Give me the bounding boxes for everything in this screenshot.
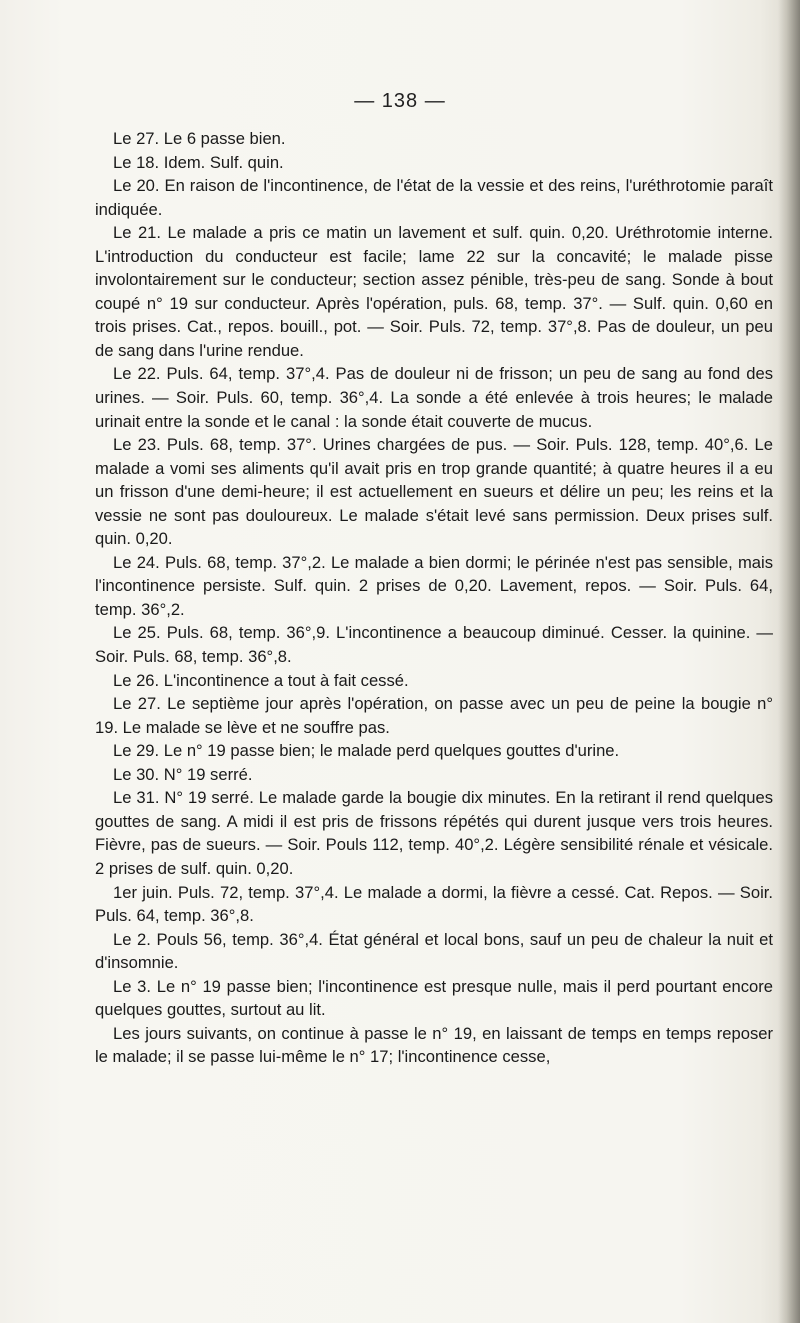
body-text bbox=[95, 127, 773, 1069]
paragraph: Le 30. N° 19 serré. bbox=[113, 764, 253, 784]
paragraph: Le 26. L'incontinence a tout à fait cessé. bbox=[113, 670, 409, 690]
paragraph: Le 3. Le n° 19 passe bien; l'incontinence est presque nulle, mais il perd pourtant encore quelques gouttes, surtout au lit. bbox=[95, 976, 773, 1020]
page-edge-shadow bbox=[778, 0, 800, 1323]
paragraph: 1er juin. Puls. 72, temp. 37°,4. Le malade a dormi, la fièvre a cessé. Cat. Repos. — Soir. Puls. 64, temp. 36°,8. bbox=[95, 882, 773, 926]
paragraph: Le 21. Le malade a pris ce matin un lavement et sulf. quin. 0,20. Uréthrotomie interne. L'introduction du conducteur est facile; lame 22 sur la concavité; le malade pisse involontairement sur le conducteur; section assez pénible, très-peu de sang. Sonde à bout coupé n° 19 sur conducteur. Après l'opération, puls. 68, temp. 37°. — Sulf. quin. 0,60 en trois prises. Cat., repos. bouill., pot. — Soir. Puls. 72, temp. 37°,8. Pas de douleur, un peu de sang dans l'urine rendue. bbox=[95, 223, 773, 360]
paragraph: Les jours suivants, on continue à passe le n° 19, en laissant de temps en temps reposer le malade; il se passe lui-même le n° 17; l'incontinence cesse, bbox=[95, 1023, 773, 1067]
paragraph: Le 23. Puls. 68, temp. 37°. Urines chargées de pus. — Soir. Puls. 128, temp. 40°,6. Le malade a vomi ses aliments qu'il avait pris en trop grande quantité; à quatre heures il a eu un frisson d'une demi-heure; il est actuellement en sueurs et délire un peu; les reins et la vessie ne sont pas douloureux. Le malade s'était levé sans permission. Deux prises sulf. quin. 0,20. bbox=[95, 435, 773, 549]
paragraph: Le 27. Le 6 passe bien. bbox=[113, 129, 286, 148]
paragraph: Le 20. En raison de l'incontinence, de l'état de la vessie et des reins, l'uréthrotomie paraît indiquée. bbox=[95, 176, 773, 219]
paragraph: Le 18. Idem. Sulf. quin. bbox=[113, 152, 284, 172]
paragraph: Le 27. Le septième jour après l'opération, on passe avec un peu de peine la bougie n° 19. Le malade se lève et ne souffre pas. bbox=[95, 694, 773, 737]
paragraph: Le 31. N° 19 serré. Le malade garde la bougie dix minutes. En la retirant il rend quelques gouttes de sang. A midi il est pris de frissons répétés qui durent jusque vers trois heures. Fièvre, pas de sueurs. — Soir. Pouls 112, temp. 40°,2. Légère sensibilité rénale et vésicale. 2 prises de sulf. quin. 0,20. bbox=[95, 788, 773, 878]
paragraph: Le 25. Puls. 68, temp. 36°,9. L'incontinence a beaucoup diminué. Cesser. la quinine. — Soir. Puls. 68, temp. 36°,8. bbox=[95, 623, 773, 667]
paragraph: Le 29. Le n° 19 passe bien; le malade perd quelques gouttes d'urine. bbox=[113, 741, 620, 761]
paragraph: Le 2. Pouls 56, temp. 36°,4. État général et local bons, sauf un peu de chaleur la nuit et d'insomnie. bbox=[95, 929, 773, 973]
page-number: — 138 — bbox=[354, 90, 446, 112]
paragraph: Le 22. Puls. 64, temp. 37°,4. Pas de douleur ni de frisson; un peu de sang au fond des urines. — Soir. Puls. 60, temp. 36°,4. La sonde a été enlevée à trois heures; le malade urinait entre la sonde et le canal : la sonde était couverte de mucus. bbox=[95, 364, 773, 431]
paragraph: Le 24. Puls. 68, temp. 37°,2. Le malade a bien dormi; le périnée n'est pas sensible, mais l'incontinence persiste. Sulf. quin. 2 prises de 0,20. Lavement, repos. — Soir. Puls. 64, temp. 36°,2. bbox=[95, 552, 773, 619]
